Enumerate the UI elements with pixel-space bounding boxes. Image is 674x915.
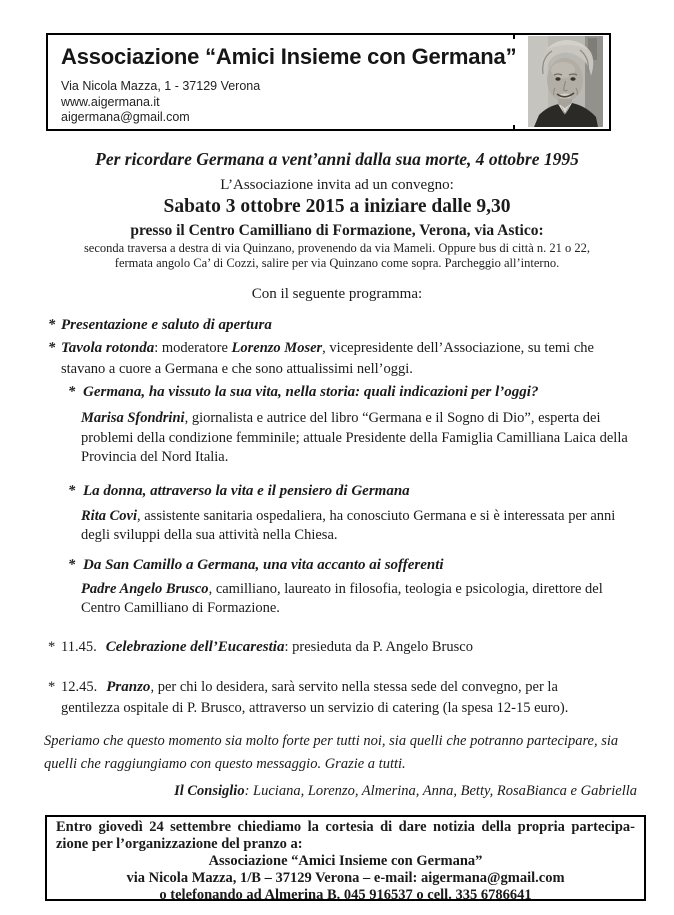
- association-website: www.aigermana.it: [61, 94, 160, 109]
- bullet-asterisk: *: [48, 678, 56, 695]
- eucharist-text: : presieduta da P. Angelo Brusco: [284, 638, 473, 655]
- bullet-asterisk: *: [68, 384, 76, 400]
- rsvp-org-address: via Nicola Mazza, 1/B – 37129 Verona – e-mail: aigermana@gmail.com: [126, 870, 565, 886]
- program-item-opening-title: Presentazione e saluto di apertura: [61, 317, 272, 333]
- council-label: Il Consiglio: [174, 783, 245, 799]
- program-intro: Con il seguente programma:: [251, 286, 423, 302]
- bullet-asterisk: *: [48, 340, 56, 356]
- program-item-lunch: [48, 677, 606, 719]
- program-item-roundtable: [48, 338, 606, 380]
- speaker-name-marisa: Marisa Sfondrini: [81, 410, 185, 426]
- program-subitem-donna-talk: [68, 481, 623, 502]
- rsvp-request-line-1: Entro giovedì 24 settembre chiediamo la cortesia di dare notizia della propria partecipa-: [56, 819, 635, 835]
- bullet-asterisk: *: [68, 556, 76, 573]
- speaker-rita-paragraph: [81, 507, 637, 546]
- lunch-text: , per chi lo desidera, sarà servito nella stessa sede del convegno, per la gentilezza ospitale di P. Brusco, attraverso un servizio di catering (la spesa 12-15 euro).: [61, 678, 569, 716]
- program-list: [46, 315, 640, 719]
- council-names: : Luciana, Lorenzo, Almerina, Anna, Betty, RosaBianca e Gabriella: [244, 783, 637, 799]
- rsvp-request-line-2: zione per l’organizzazione del pranzo a:: [56, 836, 303, 852]
- speaker-marisa-paragraph: [81, 409, 637, 468]
- speaker-name-brusco: Padre Angelo Brusco: [81, 580, 209, 597]
- speaker-bio-marisa: , giornalista e autrice del libro “Germana e il Sogno di Dio”, esperta dei problemi della condizione femminile; attuale Presidente della Famiglia Camilliana Laica della Provincia del Nord Italia.: [81, 410, 628, 465]
- bullet-asterisk: *: [68, 482, 76, 499]
- association-address: Via Nicola Mazza, 1 - 37129 Verona: [61, 79, 261, 93]
- directions-line-2: fermata angolo Ca’ di Cozzi, salire per via Quinzano come sopra. Parcheggio all’interno.: [114, 256, 560, 270]
- closing-hope-text: Speriamo che questo momento sia molto forte per tutti noi, sia quelli che potranno partecipare, sia quelli che raggiungiamo con questo messaggio. Grazie a tutti.: [44, 733, 619, 772]
- rsvp-org-phone: o telefonando ad Almerina B. 045 916537 o cell. 335 6786641: [159, 887, 532, 903]
- council-signature: [46, 783, 637, 800]
- association-email: aigermana@gmail.com: [61, 110, 190, 124]
- directions-note: [0, 241, 674, 271]
- program-subitem-germana-talk: [68, 382, 623, 403]
- header-cell-divider-bottom: [513, 125, 515, 129]
- bullet-asterisk: *: [48, 638, 56, 655]
- program-item-opening: [48, 315, 606, 336]
- roundtable-moderator-name: Lorenzo Moser: [231, 340, 323, 356]
- roundtable-text: : moderatore: [154, 340, 232, 356]
- speaker-bio-brusco: , camilliano, laureato in filosofia, teologia e psicologia, direttore del Centro Camilliano di Formazione.: [81, 580, 603, 616]
- program-subitem-san-camillo-talk: [68, 555, 623, 576]
- directions-line-1: seconda traversa a destra di via Quinzano, provenendo da via Mameli. Oppure bus di città n. 21 o 22,: [83, 241, 591, 255]
- germana-photo: [528, 36, 603, 127]
- roundtable-text-rest: , vicepresidente dell’Associazione, su temi che stavano a cuore a Germana e che sono attualissimi nell’oggi.: [61, 340, 594, 377]
- speaker-name-rita: Rita Covi: [81, 507, 137, 524]
- san-camillo-talk-title: Da San Camillo a Germana, una vita accanto ai sofferenti: [83, 556, 444, 573]
- rsvp-box: [45, 815, 646, 901]
- program-item-eucharist: [48, 637, 606, 658]
- header-cell-divider-top: [513, 35, 515, 39]
- rsvp-org-name: Associazione “Amici Insieme con Germana”: [208, 853, 483, 869]
- donna-talk-title: La donna, attraverso la vita e il pensiero di Germana: [83, 482, 410, 499]
- lunch-title: Pranzo: [106, 678, 151, 695]
- roundtable-title: Tavola rotonda: [61, 340, 155, 356]
- lunch-time: 12.45.: [61, 678, 98, 695]
- association-title: Associazione “Amici Insieme con Germana”: [61, 44, 517, 69]
- speaker-bio-rita: , assistente sanitaria ospedaliera, ha conosciuto Germana e si è interessata per anni degli sviluppi della sua attività nella Chiesa.: [81, 507, 616, 543]
- eucharist-time: 11.45.: [61, 638, 97, 655]
- bullet-asterisk: *: [48, 317, 56, 333]
- memorial-heading: Per ricordare Germana a vent’anni dalla sua morte, 4 ottobre 1995: [95, 149, 579, 169]
- speaker-brusco-paragraph: [81, 580, 637, 619]
- event-venue-line: presso il Centro Camilliano di Formazione, Verona, via Astico:: [130, 222, 544, 239]
- germana-talk-title: Germana, ha vissuto la sua vita, nella storia: quali indicazioni per l’oggi?: [83, 384, 539, 400]
- eucharist-title: Celebrazione dell’Eucarestia: [105, 638, 285, 655]
- association-header-box: [46, 33, 611, 131]
- event-date-heading: Sabato 3 ottobre 2015 a iniziare dalle 9,30: [163, 196, 511, 217]
- invite-line: L’Associazione invita ad un convegno:: [220, 177, 454, 193]
